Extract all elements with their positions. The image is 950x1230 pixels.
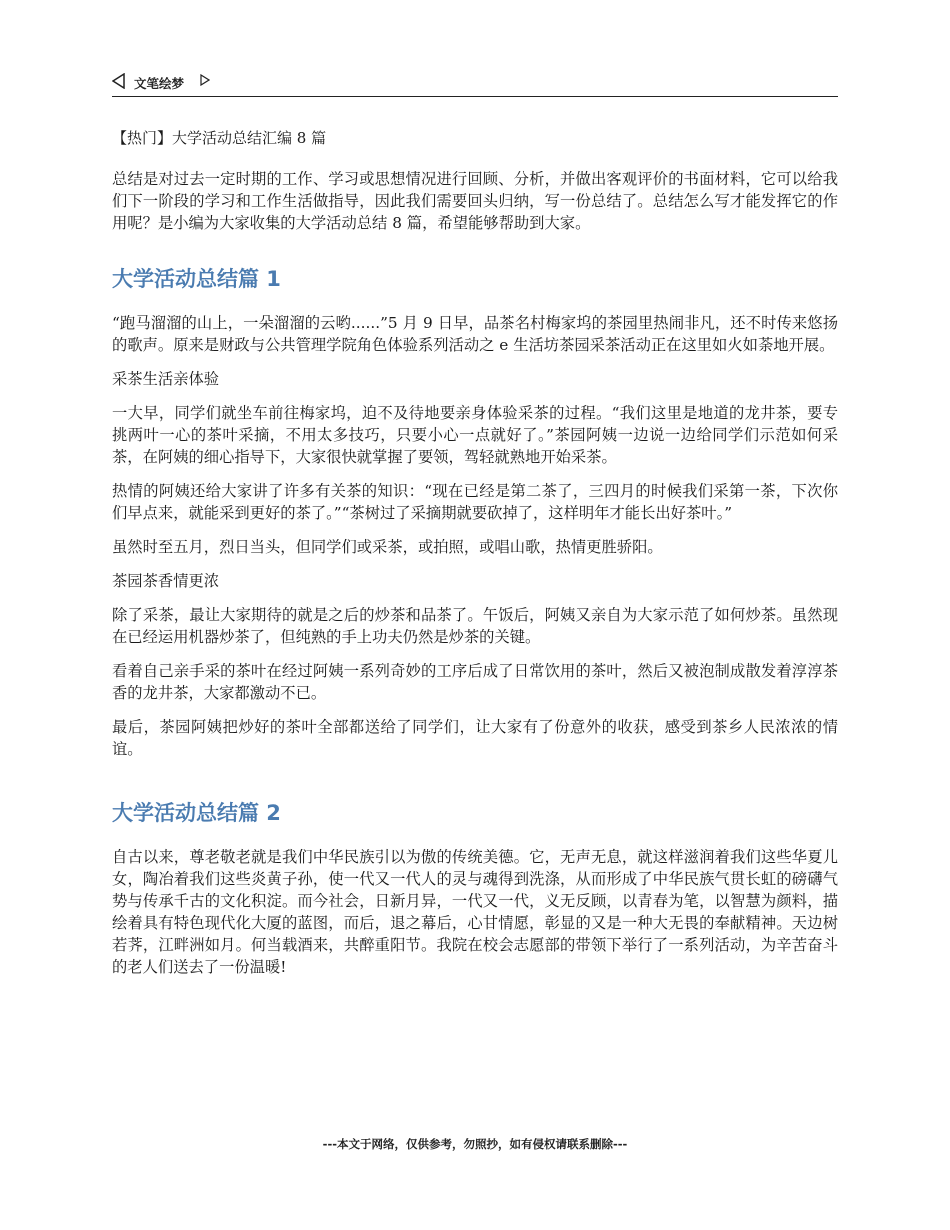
header-brand: 文笔绘梦 [134,76,185,91]
document-body [112,126,838,990]
footer-notice: ---本文于网络，仅供参考，勿照抄，如有侵权请联系删除--- [322,1137,628,1151]
intro-paragraph: 总结是对过去一定时期的工作、学习或思想情况进行回顾、分析，并做出客观评价的书面材料，它可以给我们下一阶段的学习和工作生活做指导，因此我们需要回头归纳，写一份总结了。总结怎么写才能发挥它的作用呢？是小编为大家收集的大学活动总结 8 篇，希望能够帮助到大家。 [112,170,838,232]
section-1-paragraph-1: “跑马溜溜的山上，一朵溜溜的云哟......”5 月 9 日早，品茶名村梅家坞的茶园里热闹非凡，还不时传来悠扬的歌声。原来是财政与公共管理学院角色体验系列活动之 e 生活坊茶园采茶活动正在这里如火如荼地开展。 [112,314,838,354]
section-1-paragraph-2: 一大早，同学们就坐车前往梅家坞，迫不及待地要亲身体验采茶的过程。“我们这里是地道的龙井茶，要专挑两叶一心的茶叶采摘，不用太多技巧，只要小心一点就好了。”茶园阿姨一边说一边给同学们示范如何采茶，在阿姨的细心指导下，大家很快就掌握了要领，驾轻就熟地开始采茶。 [112,404,838,466]
section-2-paragraph-1: 自古以来，尊老敬老就是我们中华民族引以为傲的传统美德。它，无声无息，就这样滋润着我们这些华夏儿女，陶冶着我们这些炎黄子孙，使一代又一代人的灵与魂得到洗涤，从而形成了中华民族气贯长虹的磅礴气势与传承千古的文化积淀。而今社会，日新月异，一代又一代，义无反顾，以青春为笔，以智慧为颜料，描绘着具有特色现代化大厦的蓝图，而后，退之幕后，心甘情愿，彰显的又是一种大无畏的奉献精神。天边树若荠，江畔洲如月。何当载酒来，共醉重阳节。我院在校会志愿部的带领下举行了一系列活动，为辛苦奋斗的老人们送去了一份温暖! [112,848,838,976]
page-header [112,70,838,97]
section-1-subheading-2: 茶园茶香情更浓 [112,572,220,590]
section-1-heading: 大学活动总结篇 1 [112,267,281,291]
section-2-heading: 大学活动总结篇 2 [112,801,281,825]
right-triangle-icon [200,74,210,86]
section-1-paragraph-4: 虽然时至五月，烈日当头，但同学们或采茶，或拍照，或唱山歌，热情更胜骄阳。 [112,538,663,556]
section-1-paragraph-3: 热情的阿姨还给大家讲了许多有关茶的知识：“现在已经是第二茶了，三四月的时候我们采第一茶，下次你们早点来，就能采到更好的茶了。”“茶树过了采摘期就要砍掉了，这样明年才能长出好茶叶。” [112,482,838,522]
section-1-paragraph-5: 除了采茶，最让大家期待的就是之后的炒茶和品茶了。午饭后，阿姨又亲自为大家示范了如何炒茶。虽然现在已经运用机器炒茶了，但纯熟的手上功夫仍然是炒茶的关键。 [112,606,838,646]
document-title: 【热门】大学活动总结汇编 8 篇 [112,129,327,147]
section-1-paragraph-6: 看着自己亲手采的茶叶在经过阿姨一系列奇妙的工序后成了日常饮用的茶叶，然后又被泡制成散发着淳淳茶香的龙井茶，大家都激动不已。 [112,662,838,702]
left-triangle-icon [112,73,126,89]
section-1-paragraph-7: 最后，茶园阿姨把炒好的茶叶全部都送给了同学们，让大家有了份意外的收获，感受到茶乡人民浓浓的情谊。 [112,718,838,758]
section-1-subheading-1: 采茶生活亲体验 [112,370,220,388]
